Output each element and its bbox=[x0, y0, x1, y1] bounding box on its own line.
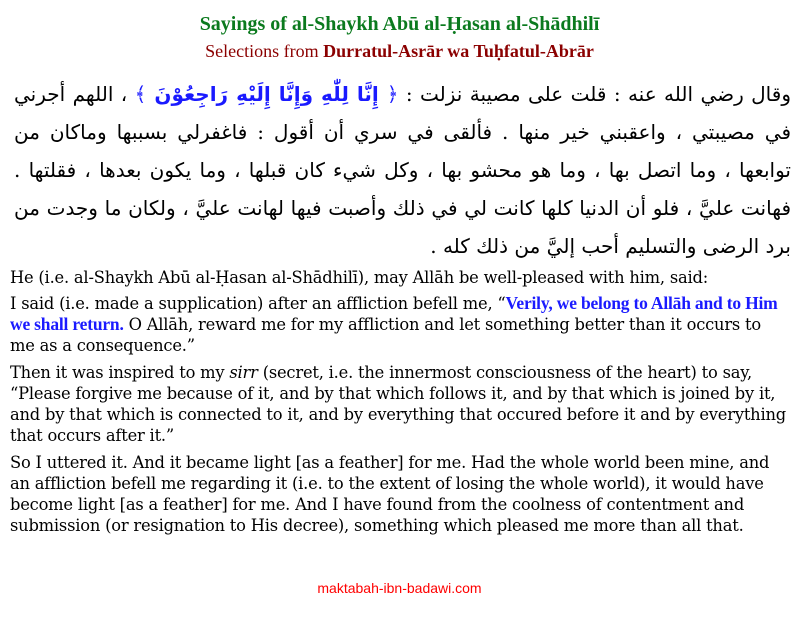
supplication-tail: O Allāh, reward me for my affliction and let something better than it occurs to me as a consequence.” bbox=[10, 315, 761, 355]
inspiration-tail: (secret, i.e. the innermost consciousness of the heart) to say, “Please forgive me because of it, and by that which follows it, and by that which is joined by it, and by that which is connected to it, and by everything that occured before it and by everything that occurs after it.” bbox=[10, 363, 786, 445]
page-subtitle bbox=[0, 39, 799, 63]
quran-verse bbox=[135, 82, 399, 106]
translation-paragraph-inspiration bbox=[10, 362, 789, 446]
arabic-intro: وقال رضي الله عنه : قلت على مصيبة نزلت : bbox=[398, 82, 791, 106]
site-link[interactable]: maktabah-ibn-badawi.com bbox=[317, 580, 482, 596]
page-header bbox=[0, 0, 799, 63]
sirr-term: sirr bbox=[229, 363, 258, 382]
ornate-bracket-open-icon: ﴿ bbox=[386, 82, 399, 106]
subtitle-prefix: Selections from bbox=[205, 41, 324, 61]
translation-paragraph-supplication bbox=[10, 293, 789, 356]
supplication-lead: I said (i.e. made a supplication) after an affliction befell me, “ bbox=[10, 294, 506, 313]
translation-paragraph-conclusion: So I uttered it. And it became light [as a feather] for me. Had the whole world been mine, and an affliction befell me regarding it (i.e. to the extent of losing the whole world), it would have become light [as a feather] for me. And I have found from the coolness of contentment and submission (or resignation to His decree), something which pleased me more than all that. bbox=[10, 453, 770, 535]
english-translation bbox=[10, 267, 789, 536]
quran-verse-text: إِنَّا لِلّٰهِ وَإِنَّا إِلَيْهِ رَاجِعُوْنَ bbox=[146, 82, 387, 106]
book-title: Durratul-Asrār wa Tuḥfatul-Abrār bbox=[323, 41, 594, 61]
translation-paragraph-intro: He (i.e. al-Shaykh Abū al-Ḥasan al-Shādhilī), may Allāh be well-pleased with him, said: bbox=[10, 268, 709, 287]
arabic-rest: ، اللهم أجرني في مصيبتي ، واعقبني خير منها . فألقى في سري أن أقول : فاغفرلي بسببها وماكان من توابعها ، وما اتصل بها ، وما هو محشو بها ، وكل شيء كان قبلها ، وما يكون بعدها ، فقلتها . فهانت عليَّ ، فلو أن الدنيا كلها كانت لي في ذلك وأصبت فيها لهانت عليَّ ، ولكان ما وجدت من برد الرضى والتسليم أحب إليَّ من ذلك كله . bbox=[14, 82, 791, 258]
quran-verse-translation: Verily, we belong to Allāh and to Him we shall return. bbox=[10, 293, 778, 334]
ornate-bracket-close-icon: ﴾ bbox=[134, 82, 147, 106]
arabic-text-block bbox=[14, 75, 791, 265]
site-footer bbox=[0, 580, 799, 596]
inspiration-lead: Then it was inspired to my bbox=[10, 363, 230, 382]
page-title: Sayings of al-Shaykh Abū al-Ḥasan al-Shādhilī bbox=[199, 13, 600, 35]
